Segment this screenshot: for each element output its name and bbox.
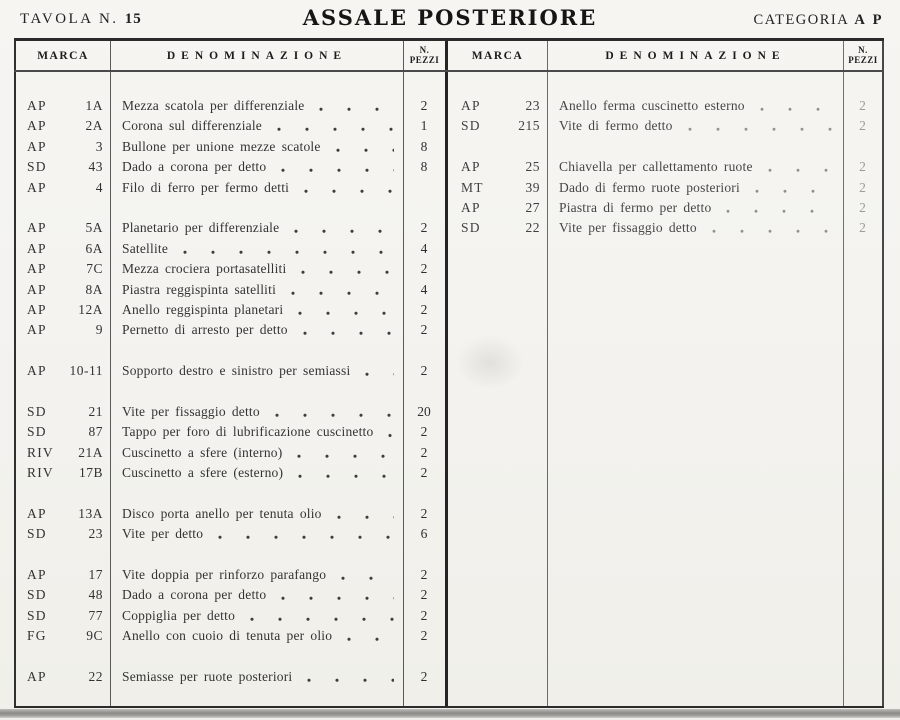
- pezzi-value: 2: [420, 301, 428, 317]
- marca-number: 21A: [78, 444, 103, 460]
- denominazione-cell: [110, 218, 403, 238]
- marca-cell: [14, 361, 110, 381]
- marca-code: SD: [461, 118, 481, 134]
- pezzi-value: 2: [420, 444, 428, 460]
- parts-list-right: [448, 96, 882, 239]
- pezzi-value: 2: [420, 505, 428, 521]
- pezzi-value: 6: [420, 526, 428, 542]
- marca-number: 17: [88, 566, 103, 582]
- marca-number: 5A: [85, 220, 103, 236]
- column-header-denominazione-right: DENOMINAZIONE: [605, 49, 786, 62]
- pezzi-header-line1: N.: [858, 45, 868, 55]
- pezzi-header-line2: PEZZI: [409, 54, 440, 65]
- table-row: [14, 361, 445, 381]
- table-row: [14, 443, 445, 463]
- denominazione-text: Coppiglia per detto: [122, 607, 236, 623]
- denominazione-text: Filo di ferro per fermo detti: [122, 179, 290, 195]
- table-row-blank: [14, 198, 445, 218]
- marca-cell: [14, 239, 110, 259]
- marca-code: AP: [27, 240, 47, 256]
- header-underline: [14, 70, 884, 72]
- dot-leader: [387, 422, 394, 442]
- marca-code: AP: [27, 566, 47, 582]
- table-row: [14, 402, 445, 422]
- marca-cell: [14, 280, 110, 300]
- table-row-blank: [448, 137, 882, 157]
- dot-leader: [318, 96, 394, 116]
- column-header-marca-left: MARCA: [37, 49, 89, 62]
- marca-number: 21: [88, 403, 103, 419]
- column-header-denominazione-left: DENOMINAZIONE: [166, 49, 348, 62]
- scan-edge-band: [0, 709, 900, 718]
- dot-leader: [249, 606, 394, 626]
- column-header-marca-right: MARCA: [471, 49, 524, 62]
- denominazione-cell: [110, 463, 403, 483]
- marca-code: AP: [27, 363, 47, 379]
- dot-leader: [293, 218, 394, 238]
- marca-code: AP: [27, 118, 47, 134]
- denominazione-text: Dado a corona per detto: [122, 159, 267, 175]
- dot-leader: [297, 463, 394, 483]
- tavola-value: 15: [124, 11, 142, 27]
- marca-cell: [14, 463, 110, 483]
- pezzi-value: 2: [420, 261, 428, 277]
- marca-code: RIV: [27, 465, 54, 481]
- denominazione-text: Anello ferma cuscinetto esterno: [559, 98, 745, 113]
- marca-cell: [14, 504, 110, 524]
- marca-code: AP: [27, 179, 47, 195]
- marca-cell: [14, 667, 110, 687]
- pezzi-value: 2: [420, 668, 428, 684]
- table-row: [14, 504, 445, 524]
- marca-number: 48: [88, 587, 103, 603]
- dot-leader: [276, 116, 394, 136]
- pezzi-value: 20: [417, 403, 431, 419]
- pezzi-value: 2: [859, 199, 866, 215]
- marca-code: AP: [27, 322, 47, 338]
- parts-table: [14, 38, 884, 708]
- marca-number: 215: [518, 118, 540, 134]
- dot-leader: [280, 157, 394, 177]
- marca-number: 2A: [85, 118, 103, 134]
- pezzi-value: 2: [859, 98, 866, 113]
- denominazione-text: Mezza crociera portasatelliti: [122, 261, 287, 277]
- marca-number: 27: [525, 199, 540, 215]
- denominazione-cell: [110, 157, 403, 177]
- table-row: [14, 320, 445, 340]
- pezzi-value: 2: [420, 607, 428, 623]
- tavola-label: TAVOLA N.: [20, 11, 119, 27]
- dot-leader: [336, 504, 394, 524]
- denominazione-cell: [110, 178, 403, 198]
- marca-number: 25: [525, 159, 540, 175]
- denominazione-cell: [547, 218, 843, 238]
- table-row: [14, 667, 445, 687]
- dot-leader: [296, 443, 394, 463]
- marca-code: AP: [27, 138, 47, 154]
- denominazione-text: Semiasse per ruote posteriori: [122, 668, 293, 684]
- marca-cell: [14, 178, 110, 198]
- denominazione-text: Piastra reggispinta satelliti: [122, 281, 277, 297]
- categoria: [754, 12, 884, 29]
- denominazione-cell: [110, 300, 403, 320]
- dot-leader: [274, 402, 394, 422]
- marca-number: 17B: [78, 465, 103, 481]
- dot-leader: [297, 300, 394, 320]
- denominazione-cell: [547, 157, 843, 177]
- table-row-blank: [14, 545, 445, 565]
- categoria-value: A P: [854, 12, 884, 28]
- denominazione-cell: [547, 96, 843, 116]
- table-row: [14, 137, 445, 157]
- table-row-blank: [14, 341, 445, 361]
- table-row-blank: [14, 647, 445, 667]
- marca-cell: [14, 300, 110, 320]
- marca-number: 22: [525, 220, 540, 236]
- table-row: [14, 300, 445, 320]
- denominazione-cell: [110, 626, 403, 646]
- pezzi-value: 2: [859, 220, 866, 236]
- marca-cell: [14, 565, 110, 585]
- denominazione-text: Dado di fermo ruote posteriori: [559, 179, 740, 195]
- marca-cell: [14, 157, 110, 177]
- dot-leader: [711, 218, 834, 238]
- marca-code: AP: [461, 159, 481, 175]
- parts-list-left: [14, 96, 445, 687]
- pezzi-value: 8: [420, 138, 428, 154]
- denominazione-text: Mezza scatola per differenziale: [122, 98, 305, 113]
- table-row: [14, 463, 445, 483]
- marca-code: MT: [461, 179, 484, 195]
- marca-cell: [14, 320, 110, 340]
- table-row: [14, 585, 445, 605]
- marca-number: 87: [88, 424, 103, 440]
- marca-number: 9C: [86, 628, 103, 644]
- dot-leader: [302, 320, 394, 340]
- marca-code: AP: [27, 261, 47, 277]
- page-title: ASSALE POSTERIORE: [302, 5, 598, 30]
- marca-code: AP: [27, 301, 47, 317]
- marca-number: 39: [525, 179, 540, 195]
- marca-number: 22: [88, 668, 103, 684]
- table-row: [448, 116, 882, 136]
- marca-cell: [14, 137, 110, 157]
- marca-cell: [14, 116, 110, 136]
- dot-leader: [346, 626, 394, 646]
- dot-leader: [754, 178, 834, 198]
- denominazione-cell: [110, 585, 403, 605]
- denominazione-text: Sopporto destro e sinistro per semiassi: [122, 363, 351, 379]
- marca-number: 4: [95, 179, 103, 195]
- denominazione-cell: [110, 280, 403, 300]
- table-border-right: [882, 41, 884, 706]
- table-row: [448, 157, 882, 177]
- marca-number: 23: [525, 98, 540, 113]
- denominazione-cell: [110, 259, 403, 279]
- marca-cell: [14, 96, 110, 116]
- marca-cell: [14, 422, 110, 442]
- pezzi-value: 2: [420, 220, 428, 236]
- denominazione-cell: [110, 524, 403, 544]
- table-row: [448, 178, 882, 198]
- marca-number: 7C: [86, 261, 103, 277]
- marca-code: SD: [27, 607, 47, 623]
- dot-leader: [759, 96, 834, 116]
- pezzi-value: 2: [420, 628, 428, 644]
- dot-leader: [217, 524, 394, 544]
- marca-code: AP: [27, 668, 47, 684]
- table-row: [448, 218, 882, 238]
- scan-smudge: [455, 335, 525, 390]
- marca-cell: [448, 116, 547, 136]
- denominazione-text: Anello con cuoio di tenuta per olio: [122, 628, 333, 644]
- marca-cell: [14, 626, 110, 646]
- marca-cell: [448, 96, 547, 116]
- pezzi-value: 2: [420, 322, 428, 338]
- marca-cell: [14, 218, 110, 238]
- marca-number: 6A: [85, 240, 103, 256]
- denominazione-cell: [110, 137, 403, 157]
- marca-code: AP: [461, 199, 481, 215]
- denominazione-cell: [110, 116, 403, 136]
- table-row-blank: [14, 381, 445, 401]
- marca-cell: [448, 178, 547, 198]
- table-row: [14, 626, 445, 646]
- pezzi-header-line2: PEZZI: [848, 54, 878, 65]
- denominazione-cell: [110, 239, 403, 259]
- column-header-pezzi-left: [404, 41, 445, 70]
- denominazione-text: Pernetto di arresto per detto: [122, 322, 288, 338]
- table-row: [14, 524, 445, 544]
- denominazione-text: Chiavella per callettamento ruote: [559, 159, 753, 175]
- pezzi-value: 4: [420, 240, 428, 256]
- marca-cell: [14, 443, 110, 463]
- pezzi-value: 2: [859, 118, 866, 134]
- denominazione-cell: [110, 96, 403, 116]
- marca-number: 3: [95, 138, 103, 154]
- table-row: [14, 239, 445, 259]
- table-row: [14, 178, 445, 198]
- marca-code: RIV: [27, 444, 54, 460]
- marca-cell: [14, 402, 110, 422]
- pezzi-value: 2: [420, 566, 428, 582]
- pezzi-header-line1: N.: [419, 45, 430, 55]
- marca-code: SD: [27, 424, 47, 440]
- denominazione-text: Vite doppia per rinforzo parafango: [122, 566, 327, 582]
- marca-code: FG: [27, 628, 47, 644]
- table-row: [448, 96, 882, 116]
- categoria-label: CATEGORIA: [753, 12, 850, 28]
- denominazione-cell: [110, 606, 403, 626]
- pezzi-value: 4: [420, 281, 428, 297]
- table-row: [14, 157, 445, 177]
- dot-leader: [725, 198, 834, 218]
- pezzi-value: 2: [859, 159, 866, 175]
- denominazione-text: Planetario per differenziale: [122, 220, 280, 236]
- marca-cell: [448, 218, 547, 238]
- denominazione-text: Bullone per unione mezze scatole: [122, 138, 321, 154]
- table-row: [14, 259, 445, 279]
- marca-code: SD: [27, 587, 47, 603]
- marca-code: AP: [27, 98, 47, 113]
- marca-number: 8A: [85, 281, 103, 297]
- denominazione-text: Vite per detto: [122, 526, 204, 542]
- dot-leader: [767, 157, 834, 177]
- marca-number: 12A: [78, 301, 103, 317]
- denominazione-cell: [110, 565, 403, 585]
- marca-number: 77: [88, 607, 103, 623]
- denominazione-text: Vite di fermo detto: [559, 118, 673, 134]
- table-row: [14, 422, 445, 442]
- marca-code: SD: [461, 220, 481, 236]
- denominazione-text: Anello reggispinta planetari: [122, 301, 284, 317]
- table-row: [14, 218, 445, 238]
- denominazione-cell: [547, 178, 843, 198]
- pezzi-value: 2: [859, 179, 866, 195]
- denominazione-cell: [547, 198, 843, 218]
- marca-cell: [14, 585, 110, 605]
- denominazione-text: Piastra di fermo per detto: [559, 199, 712, 215]
- denominazione-text: Vite per fissaggio detto: [122, 403, 260, 419]
- table-row: [14, 606, 445, 626]
- dot-leader: [335, 137, 394, 157]
- marca-code: SD: [27, 403, 47, 419]
- denominazione-cell: [547, 116, 843, 136]
- marca-code: SD: [27, 526, 47, 542]
- dot-leader: [340, 565, 394, 585]
- marca-code: AP: [27, 220, 47, 236]
- pezzi-value: 2: [420, 587, 428, 603]
- table-row: [14, 96, 445, 116]
- table-row: [14, 280, 445, 300]
- marca-number: 43: [88, 159, 103, 175]
- pezzi-value: 8: [420, 159, 428, 175]
- denominazione-text: Vite per fissaggio detto: [559, 220, 697, 236]
- pezzi-value: 2: [420, 424, 428, 440]
- marca-code: AP: [461, 98, 481, 113]
- denominazione-text: Tappo per foro di lubrificazione cuscinetto: [122, 424, 374, 440]
- dot-leader: [364, 361, 394, 381]
- denominazione-cell: [110, 422, 403, 442]
- marca-cell: [14, 524, 110, 544]
- marca-cell: [448, 198, 547, 218]
- marca-cell: [14, 259, 110, 279]
- marca-code: AP: [27, 281, 47, 297]
- marca-code: SD: [27, 159, 47, 175]
- marca-code: AP: [27, 505, 47, 521]
- table-row: [14, 565, 445, 585]
- marca-number: 23: [88, 526, 103, 542]
- denominazione-cell: [110, 361, 403, 381]
- dot-leader: [687, 116, 834, 136]
- pezzi-value: [403, 178, 445, 198]
- dot-leader: [300, 259, 394, 279]
- marca-number: 9: [95, 322, 103, 338]
- marca-number: 10-11: [69, 363, 103, 379]
- denominazione-cell: [110, 667, 403, 687]
- table-row: [14, 116, 445, 136]
- marca-number: 13A: [78, 505, 103, 521]
- dot-leader: [303, 178, 394, 198]
- pezzi-value: 1: [420, 118, 428, 134]
- denominazione-text: Dado a corona per detto: [122, 587, 267, 603]
- dot-leader: [306, 667, 394, 687]
- dot-leader: [290, 280, 394, 300]
- dot-leader: [280, 585, 394, 605]
- denominazione-cell: [110, 504, 403, 524]
- denominazione-text: Cuscinetto a sfere (interno): [122, 444, 283, 460]
- denominazione-text: Cuscinetto a sfere (esterno): [122, 465, 284, 481]
- marca-cell: [448, 157, 547, 177]
- denominazione-cell: [110, 320, 403, 340]
- pezzi-value: 2: [420, 98, 428, 113]
- table-row: [448, 198, 882, 218]
- marca-cell: [14, 606, 110, 626]
- denominazione-text: Satellite: [122, 240, 169, 256]
- denominazione-cell: [110, 443, 403, 463]
- denominazione-cell: [110, 402, 403, 422]
- pezzi-value: 2: [420, 363, 428, 379]
- table-row-blank: [14, 483, 445, 503]
- denominazione-text: Disco porta anello per tenuta olio: [122, 505, 322, 521]
- column-header-pezzi-right: [844, 41, 882, 70]
- denominazione-text: Corona sul differenziale: [122, 118, 263, 134]
- marca-number: 1A: [85, 98, 103, 113]
- dot-leader: [182, 239, 394, 259]
- pezzi-value: 2: [420, 465, 428, 481]
